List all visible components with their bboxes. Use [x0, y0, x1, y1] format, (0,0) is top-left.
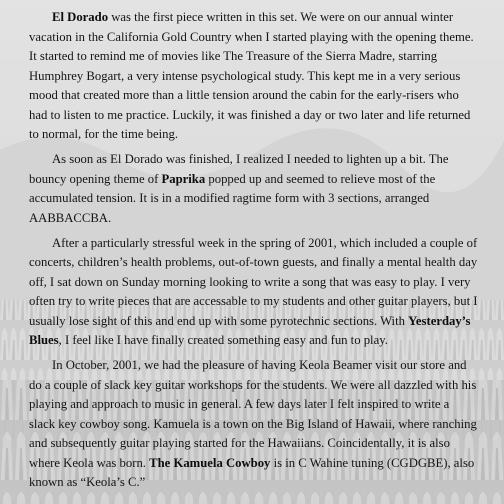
paragraph-text: In October, 2001, we had the pleasure of having Keola Beamer visit our store and do a couple of slack key guitar workshops for the students. We were all dazzled with his playing and approach to music in general. A few days later I felt inspired to write a slack key cowboy song. Kamuela is a town on the Big Island of Hawaii, where ranching and subsequently guitar playing started for the Hawaiians. Coincidentally, it is also where Keola was born. — [29, 358, 477, 470]
paragraph-text: After a particularly stressful week in the spring of 2001, which included a couple of concerts, children’s health problems, out-of-town guests, and finally a mental health day off, I sat down on Sunday morning looking to write a song that was easy to play. I very often try to write pieces that are accessable to my students and other guitar players, but I usually lose sight of this and end up with some pyrotechnic sections. With — [29, 235, 478, 328]
paragraph-text: was the first piece written in this set. We were on our annual winter vacation in the California Gold Country when I started playing with the opening theme. It started to remind me of movies like The Treasure of the Sierra Madre, starring Humphrey Bogart, a very intense psychological study. This kept me in a very serious mood that created more than a little tension around the cabin for the early-risers who had to listen to me practice. Luckily, it was finished a day or two later and life returned to normal, for the time being. — [29, 10, 474, 141]
paragraph-text: As soon as El Dorado was finished, I realized I needed to lighten up a bit. The bouncy opening theme of — [29, 152, 449, 186]
body-paragraph — [29, 150, 478, 228]
paragraph-text: , I feel like I have finally created something easy and fun to play. — [58, 333, 388, 347]
body-paragraph — [29, 8, 478, 145]
paragraph-text: popped up and seemed to relieve most of the accumulated tension. It is in a modified ragtime form with 3 sections, arranged AABBACCBA. — [29, 171, 436, 225]
song-title: Paprika — [161, 171, 206, 186]
body-paragraph — [29, 234, 478, 351]
song-title: The Kamuela Cowboy — [149, 455, 271, 470]
body-paragraph — [29, 356, 478, 493]
paragraph-text: is in C Wahine tuning (CGDGBE), also known as “Keola’s C.” — [29, 455, 475, 489]
song-title: Yesterday’s Blues — [29, 313, 471, 347]
song-title: El Dorado — [52, 10, 109, 24]
